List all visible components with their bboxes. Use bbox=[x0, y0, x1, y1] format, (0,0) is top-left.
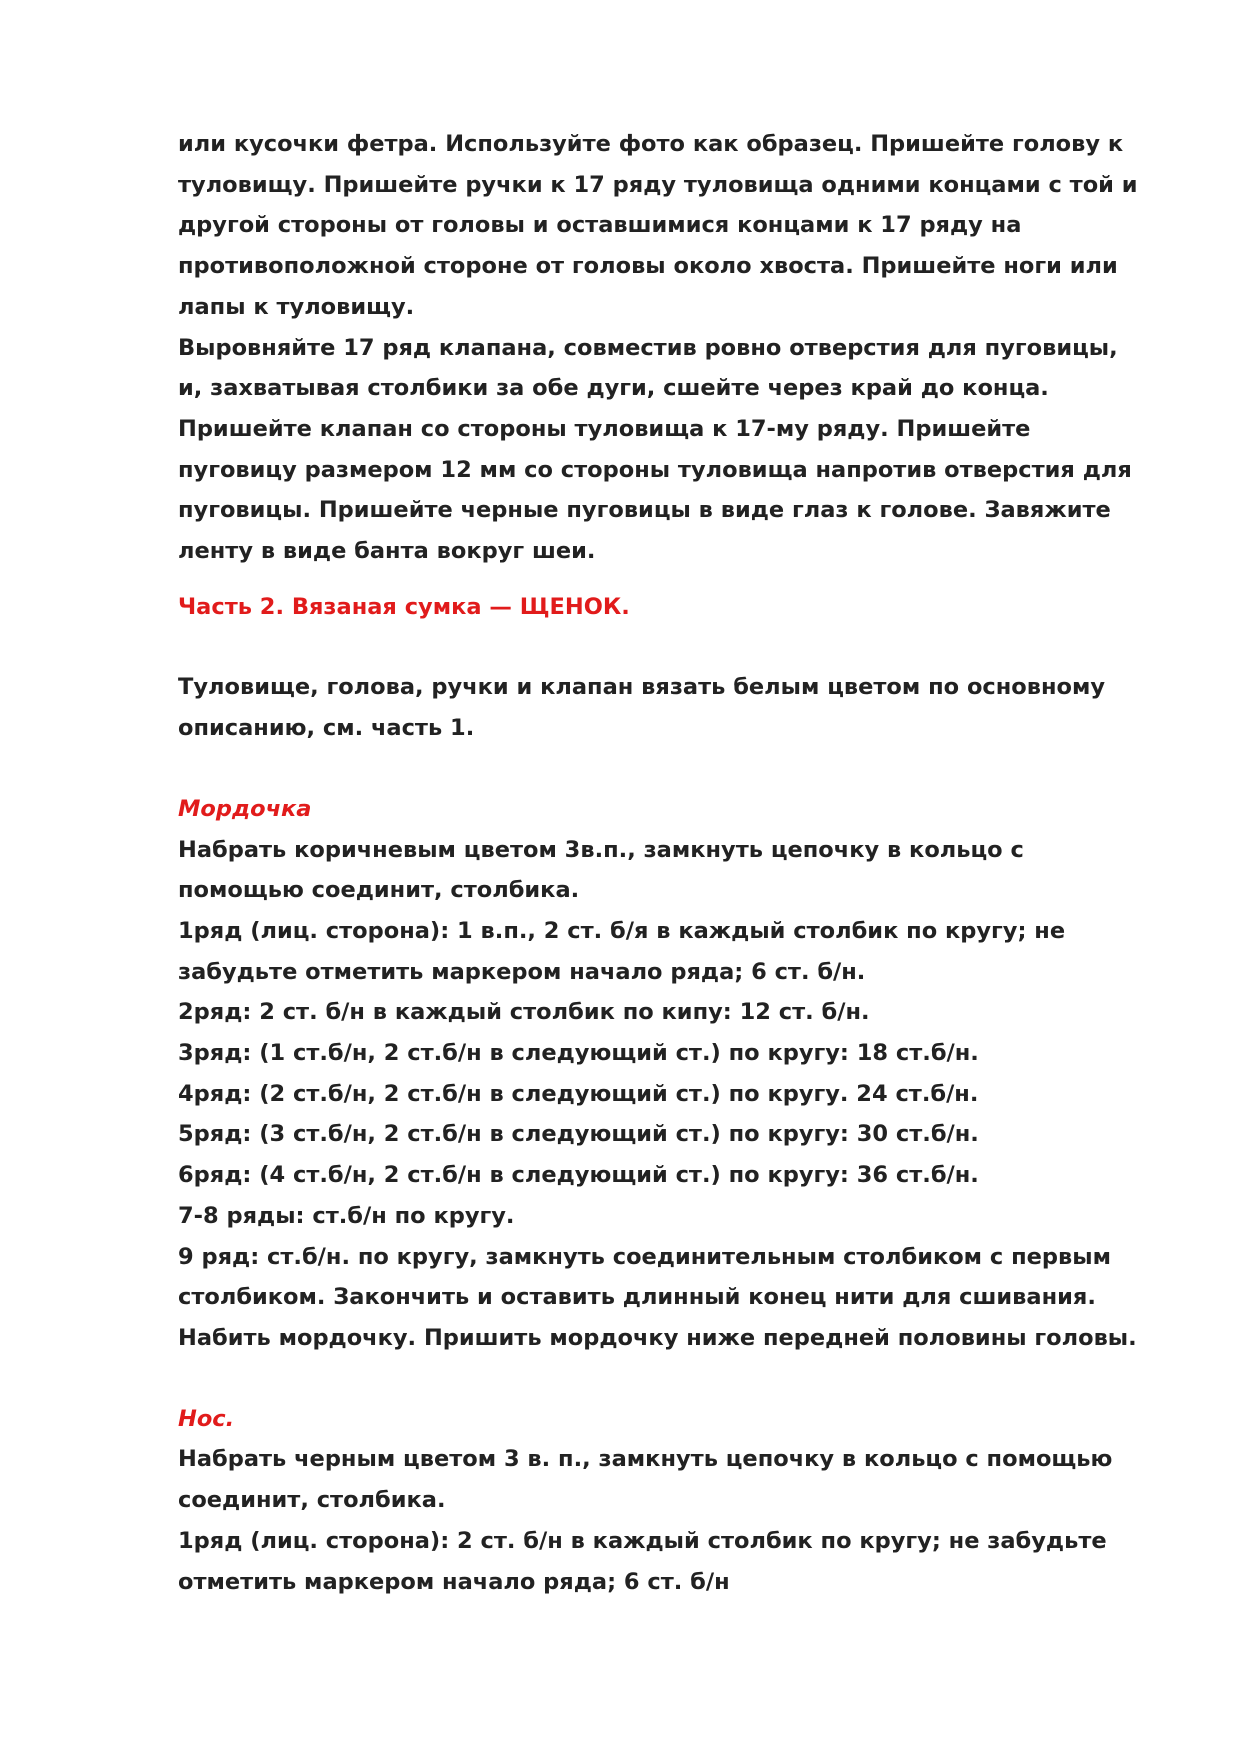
text-line: Туловище, голова, ручки и клапан вязать белым цветом по основному bbox=[178, 674, 1106, 701]
text-line: 1ряд (лиц. сторона): 1 в.п., 2 ст. б/я в каждый столбик по кругу; не bbox=[178, 917, 1066, 944]
text-line: описанию, см. часть 1. bbox=[178, 715, 475, 742]
text-line: Набить мордочку. Пришить мордочку ниже передней половины головы. bbox=[178, 1324, 1137, 1351]
text-line: 2ряд: 2 ст. б/н в каждый столбик по кипу: 12 ст. б/н. bbox=[178, 999, 870, 1026]
text-line: или кусочки фетра. Используйте фото как образец. Пришейте голову к bbox=[178, 131, 1124, 157]
text-line: противоположной стороне от головы около хвоста. Пришейте ноги или bbox=[178, 253, 1118, 280]
part2-heading: Часть 2. Вязаная сумка — ЩЕНОК. bbox=[178, 593, 630, 620]
text-line: Выровняйте 17 ряд клапана, совместив ровно отверстия для пуговицы, bbox=[178, 334, 1118, 361]
text-line: пуговицу размером 12 мм со стороны туловища напротив отверстия для bbox=[178, 456, 1132, 483]
text-line: помощью соединит, столбика. bbox=[178, 877, 580, 904]
text-line: 5ряд: (3 ст.б/н, 2 ст.б/н в следующий ст.) по кругу: 30 ст.б/н. bbox=[178, 1121, 979, 1148]
text-line: пуговицы. Пришейте черные пуговицы в виде глаз к голове. Завяжите bbox=[178, 497, 1111, 524]
text-line: 1ряд (лиц. сторона): 2 ст. б/н в каждый столбик по кругу; не забудьте bbox=[178, 1527, 1107, 1554]
nose-instructions bbox=[178, 1439, 1168, 1602]
text-line: Набрать коричневым цветом 3в.п., замкнуть цепочку в кольцо с bbox=[178, 836, 1024, 863]
muzzle-heading: Мордочка bbox=[178, 795, 312, 822]
text-line: соединит, столбика. bbox=[178, 1487, 446, 1514]
text-line: 9 ряд: ст.б/н. по кругу, замкнуть соединительным столбиком с первым bbox=[178, 1243, 1111, 1270]
text-line: забудьте отметить маркером начало ряда; 6 ст. б/н. bbox=[178, 958, 866, 985]
text-line: Пришейте клапан со стороны туловища к 17-му ряду. Пришейте bbox=[178, 415, 1031, 442]
intro-paragraph bbox=[178, 124, 1168, 572]
text-line: ленту в виде банта вокруг шеи. bbox=[178, 538, 596, 565]
text-line: 4ряд: (2 ст.б/н, 2 ст.б/н в следующий ст.) по кругу. 24 ст.б/н. bbox=[178, 1080, 979, 1107]
text-line: туловищу. Пришейте ручки к 17 ряду туловища одними концами с той и bbox=[178, 171, 1138, 198]
text-line: и, захватывая столбики за обе дуги, сшейте через край до конца. bbox=[178, 375, 1049, 402]
document-page bbox=[178, 124, 1168, 1602]
text-line: столбиком. Закончить и оставить длинный конец нити для сшивания. bbox=[178, 1284, 1096, 1311]
part2-intro-paragraph bbox=[178, 667, 1168, 748]
text-line: отметить маркером начало ряда; 6 ст. б/н bbox=[178, 1568, 730, 1595]
text-line: 6ряд: (4 ст.б/н, 2 ст.б/н в следующий ст.) по кругу: 36 ст.б/н. bbox=[178, 1162, 979, 1189]
text-line: другой стороны от головы и оставшимися концами к 17 ряду на bbox=[178, 212, 1022, 239]
nose-heading: Нос. bbox=[178, 1405, 235, 1432]
text-line: лапы к туловищу. bbox=[178, 293, 415, 320]
text-line: 3ряд: (1 ст.б/н, 2 ст.б/н в следующий ст.) по кругу: 18 ст.б/н. bbox=[178, 1040, 979, 1067]
text-line: Набрать черным цветом 3 в. п., замкнуть цепочку в кольцо с помощью bbox=[178, 1446, 1113, 1473]
text-line: 7-8 ряды: ст.б/н по кругу. bbox=[178, 1202, 515, 1229]
muzzle-instructions bbox=[178, 830, 1168, 1359]
